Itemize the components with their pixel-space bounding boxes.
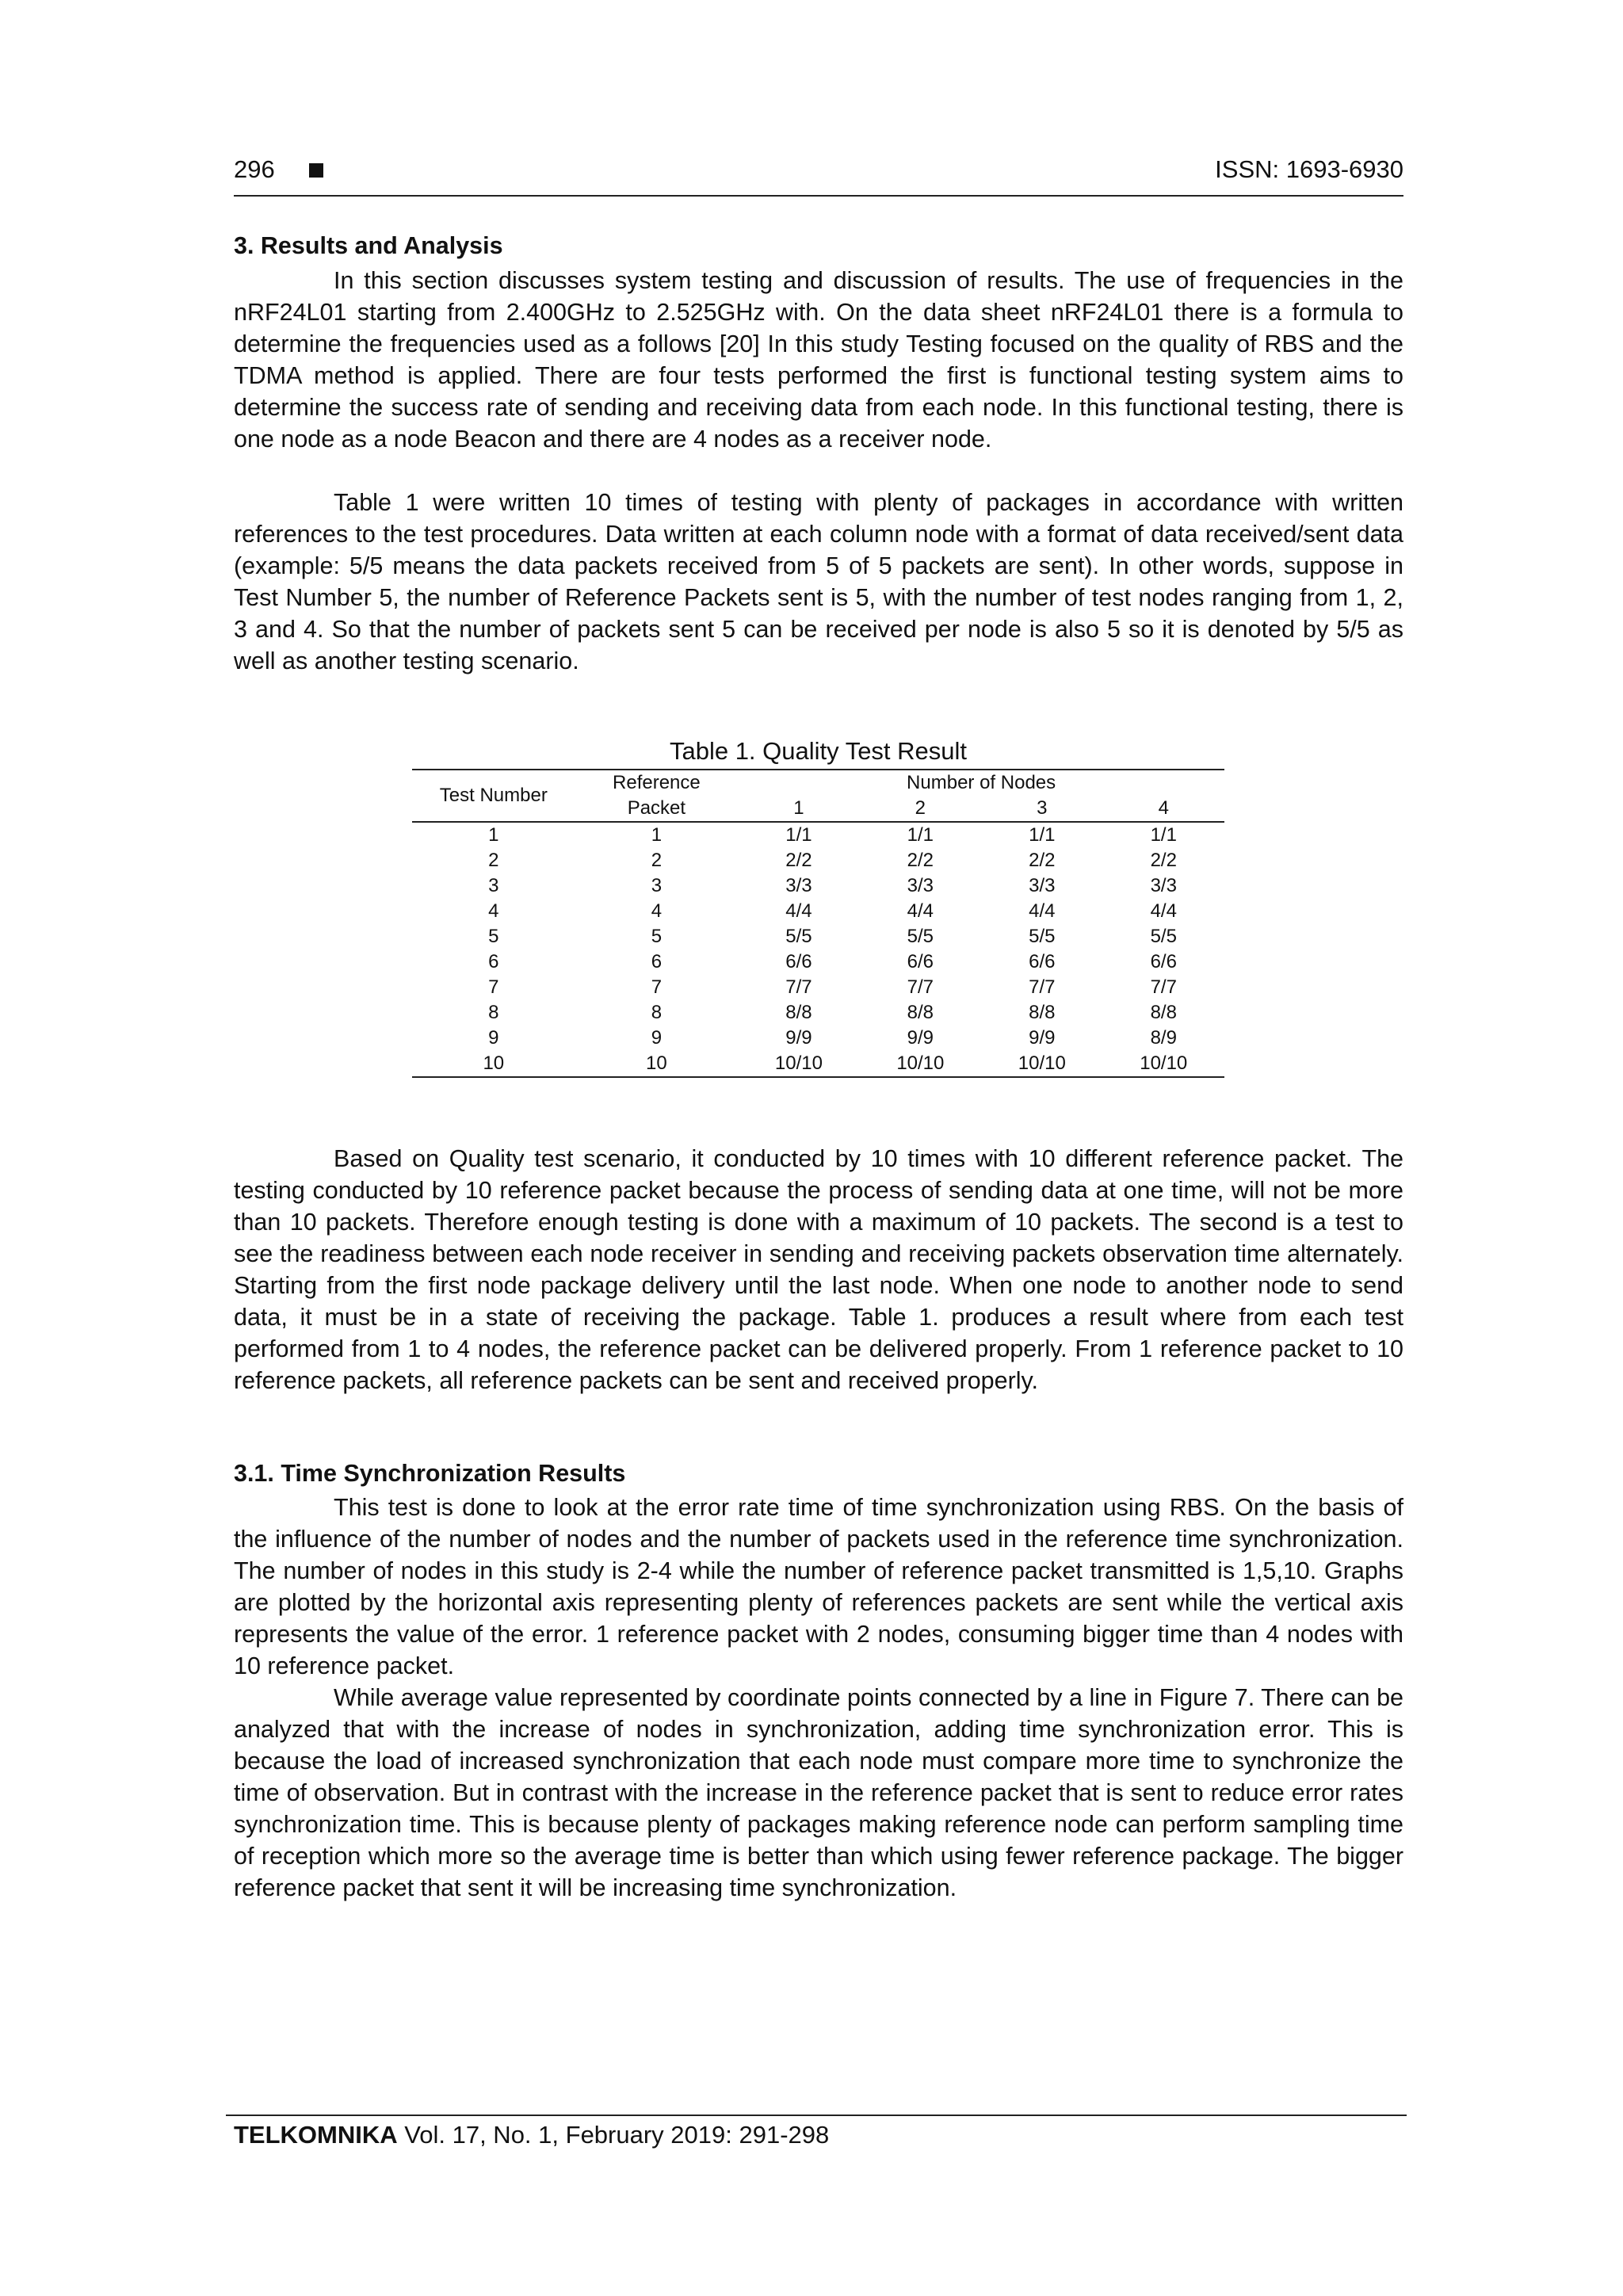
table-cell: 8/8 xyxy=(785,1002,812,1023)
table-cell: 3 xyxy=(488,875,499,896)
table-cell: 5 xyxy=(651,926,663,947)
section-3-paragraph-1: In this section discusses system testing and discussion of results. The use of frequencies in the nRF24L01 starting from 2.400GHz to 2.525GHz with. On the data sheet nRF24L01 there is a formula to determine the frequencies used as a follows [20] In this study Testing focused on the quality of RBS and the TDMA method is applied. There are four tests performed the first is functional testing system aims to determine the success rate of sending and receiving data from each node. In this functional testing, there is one node as a node Beacon and there are 4 nodes as a receiver node. xyxy=(234,267,1403,453)
header-node-4: 4 xyxy=(1103,796,1225,822)
table-cell: 10/10 xyxy=(981,1051,1102,1077)
section-3-paragraph-2: Table 1 were written 10 times of testing with plenty of packages in accordance with written references to the test procedures. Data written at each column node with a format of data received/sent data (example: 5/5 means the data packets received from 5 of 5 packets are sent). In other words, suppose in Test Number 5, the number of Reference Packets sent is 5, with the number of test nodes ranging from 1, 2, 3 and 4. So that the number of packets sent 5 can be received per node is also 5 so it is denoted by 5/5 as well as another testing scenario. xyxy=(234,489,1403,674)
table-cell: 8/8 xyxy=(907,1002,934,1023)
header-number-of-nodes: Number of Nodes xyxy=(738,770,1224,796)
table-cell: 3/3 xyxy=(907,875,934,896)
table-cell: 10 xyxy=(575,1051,739,1077)
table-cell: 3/3 xyxy=(785,875,812,896)
table-cell: 3 xyxy=(651,875,663,896)
table-cell: 3/3 xyxy=(1150,875,1177,896)
table-cell: 2/2 xyxy=(785,850,812,871)
table-row xyxy=(412,949,1224,975)
table-cell: 1 xyxy=(488,824,499,846)
section-3-heading: 3. Results and Analysis xyxy=(234,232,503,259)
table-cell: 9 xyxy=(651,1027,663,1049)
table-cell: 8/8 xyxy=(1150,1002,1177,1023)
table-cell: 3/3 xyxy=(1029,875,1056,896)
table-row xyxy=(412,1051,1224,1077)
table-row xyxy=(412,1026,1224,1051)
table-cell: 9 xyxy=(488,1027,499,1049)
table-cell: 8 xyxy=(488,1002,499,1023)
table-cell: 1/1 xyxy=(907,824,934,846)
header-node-3: 3 xyxy=(981,796,1102,822)
table-cell: 5/5 xyxy=(907,926,934,947)
table-cell: 6/6 xyxy=(1029,951,1056,972)
table-cell: 1/1 xyxy=(1150,824,1177,846)
page-header xyxy=(234,155,1403,197)
table-cell: 8 xyxy=(651,1002,663,1023)
section-3-1-paragraph-1: This test is done to look at the error rate time of time synchronization using RBS. On the basis of the influence of the number of nodes and the number of packets used in the reference time synchronization. The number of nodes in this study is 2-4 while the number of reference packet transmitted is 1,5,10. Graphs are plotted by the horizontal axis representing plenty of references packets are sent while the vertical axis represents the value of the error. 1 reference packet with 2 nodes, consuming bigger time than 4 nodes with 10 reference packet. xyxy=(234,1494,1403,1679)
journal-name: TELKOMNIKA xyxy=(234,2121,398,2149)
table-cell: 10 xyxy=(412,1051,575,1077)
table-cell: 9/9 xyxy=(785,1027,812,1049)
section-3-1-heading: 3.1. Time Synchronization Results xyxy=(234,1460,626,1487)
table-cell: 7/7 xyxy=(785,976,812,998)
table-cell: 2/2 xyxy=(907,850,934,871)
table-cell: 7/7 xyxy=(1150,976,1177,998)
page-number: 296 xyxy=(234,155,275,183)
table-cell: 5/5 xyxy=(1150,926,1177,947)
table-cell: 4 xyxy=(488,900,499,922)
table-1-caption: Table 1. Quality Test Result xyxy=(669,737,968,765)
table-cell: 4/4 xyxy=(1150,900,1177,922)
table-cell: 7/7 xyxy=(1029,976,1056,998)
table-cell: 4 xyxy=(651,900,663,922)
table-cell: 8/8 xyxy=(1029,1002,1056,1023)
table-cell: 6/6 xyxy=(907,951,934,972)
page-footer xyxy=(226,2115,1407,2149)
table-cell: 7/7 xyxy=(907,976,934,998)
table-row xyxy=(412,822,1224,848)
table-cell: 5/5 xyxy=(785,926,812,947)
table-cell: 4/4 xyxy=(785,900,812,922)
table-cell: 2/2 xyxy=(1029,850,1056,871)
header-node-1: 1 xyxy=(738,796,859,822)
table-row xyxy=(412,848,1224,873)
table-cell: 9/9 xyxy=(907,1027,934,1049)
table-row xyxy=(412,899,1224,924)
table-cell: 9/9 xyxy=(1029,1027,1056,1049)
header-test-number: Test Number xyxy=(412,770,575,822)
table-cell: 5/5 xyxy=(1029,926,1056,947)
table-row xyxy=(412,975,1224,1000)
journal-citation: Vol. 17, No. 1, February 2019: 291-298 xyxy=(404,2121,830,2149)
table-cell: 6 xyxy=(488,951,499,972)
table-cell: 6/6 xyxy=(785,951,812,972)
table-cell: 6/6 xyxy=(1150,951,1177,972)
table-cell: 2/2 xyxy=(1150,850,1177,871)
header-reference-bottom: Packet xyxy=(575,796,739,822)
table-cell: 1 xyxy=(651,824,663,846)
table-cell: 4/4 xyxy=(1029,900,1056,922)
header-node-2: 2 xyxy=(860,796,981,822)
table-row xyxy=(412,924,1224,949)
table-cell: 2 xyxy=(488,850,499,871)
table-cell: 10/10 xyxy=(1103,1051,1225,1077)
table-cell: 1/1 xyxy=(1029,824,1056,846)
table-cell: 5 xyxy=(488,926,499,947)
table-cell: 1/1 xyxy=(785,824,812,846)
section-3-1-paragraph-2: While average value represented by coordinate points connected by a line in Figure 7. There can be analyzed that with the increase of nodes in synchronization, adding time synchronization error. This is because the load of increased synchronization that each node must compare more time to synchronize the time of observation. But in contrast with the increase in the reference packet that is sent to reduce error rates synchronization time. This is because plenty of packages making reference node can perform sampling time of reception which more so the average time is better than which using fewer reference package. The bigger reference packet that sent it will be increasing time synchronization. xyxy=(234,1684,1403,1901)
table-row xyxy=(412,1000,1224,1026)
table-cell: 2 xyxy=(651,850,663,871)
table-cell: 10/10 xyxy=(738,1051,859,1077)
square-bullet-icon xyxy=(309,163,323,178)
table-cell: 7 xyxy=(488,976,499,998)
table-cell: 10/10 xyxy=(860,1051,981,1077)
header-reference-top: Reference xyxy=(575,770,739,796)
section-3-paragraph-3: Based on Quality test scenario, it conducted by 10 times with 10 different reference packet. The testing conducted by 10 reference packet because the process of sending data at one time, will not be more than 10 packets. Therefore enough testing is done with a maximum of 10 packets. The second is a test to see the readiness between each node receiver in sending and receiving packets observation time alternately. Starting from the first node package delivery until the last node. When one node to another node to send data, it must be in a state of receiving the package. Table 1. produces a result where from each test performed from 1 to 4 nodes, the reference packet can be delivered properly. From 1 reference packet to 10 reference packets, all reference packets can be sent and received properly. xyxy=(234,1145,1403,1394)
issn-label: ISSN: 1693-6930 xyxy=(1215,155,1403,183)
table-cell: 7 xyxy=(651,976,663,998)
table-row xyxy=(412,873,1224,899)
table-cell: 8/9 xyxy=(1150,1027,1177,1049)
quality-test-table xyxy=(412,769,1224,1078)
table-cell: 4/4 xyxy=(907,900,934,922)
table-cell: 6 xyxy=(651,951,663,972)
